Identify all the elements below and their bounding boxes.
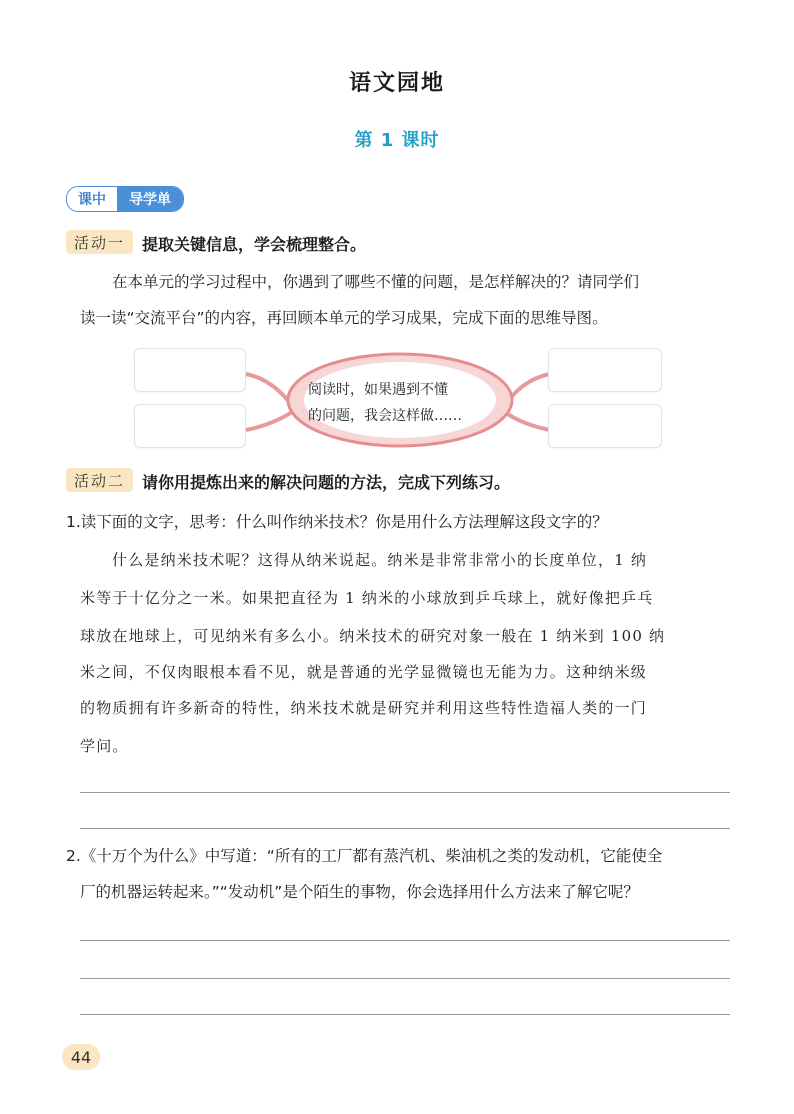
mindmap-blank-left-top[interactable] bbox=[134, 348, 246, 392]
mindmap-blank-left-bottom[interactable] bbox=[134, 404, 246, 448]
page-number: 44 bbox=[62, 1044, 100, 1070]
passage-line-6: 学问。 bbox=[80, 737, 129, 755]
answer-line[interactable] bbox=[80, 940, 730, 941]
passage-line-2: 米等于十亿分之一米。如果把直径为 1 纳米的小球放到乒乓球上，就好像把乒乓 bbox=[80, 589, 654, 607]
section-badge bbox=[66, 186, 184, 212]
activity1-text: 提取关键信息，学会梳理整合。 bbox=[142, 235, 367, 254]
question1-prompt: 1.读下面的文字，思考：什么叫作纳米技术？你是用什么方法理解这段文字的？ bbox=[66, 513, 608, 531]
answer-line[interactable] bbox=[80, 978, 730, 979]
passage-line-4: 米之间，不仅肉眼根本看不见，就是普通的光学显微镜也无能为力。这种纳米级 bbox=[80, 663, 648, 681]
mindmap-blank-right-top[interactable] bbox=[548, 348, 662, 392]
page-title: 语文园地 bbox=[348, 71, 445, 96]
activity1-label: 活动一 bbox=[66, 230, 133, 254]
passage-line-1: 什么是纳米技术呢？这得从纳米说起。纳米是非常非常小的长度单位，1 纳 bbox=[112, 551, 648, 569]
passage-line-5: 的物质拥有许多新奇的特性，纳米技术就是研究并利用这些特性造福人类的一门 bbox=[80, 699, 648, 717]
question2-line-1: 2.《十万个为什么》中写道：“所有的工厂都有蒸汽机、柴油机之类的发动机，它能使全 bbox=[66, 847, 663, 865]
question2-line-2: 厂的机器运转起来。”“发动机”是个陌生的事物，你会选择用什么方法来了解它呢？ bbox=[80, 883, 639, 901]
badge-part1: 课中 bbox=[67, 187, 117, 211]
mindmap-center-line-2: 的问题，我会这样做…… bbox=[308, 408, 462, 424]
answer-line[interactable] bbox=[80, 792, 730, 793]
lesson-subtitle: 第 1 课时 bbox=[354, 130, 440, 151]
activity2-label: 活动二 bbox=[66, 468, 133, 492]
mindmap-center-line-1: 阅读时，如果遇到不懂 bbox=[308, 382, 448, 398]
passage-line-3: 球放在地球上，可见纳米有多么小。纳米技术的研究对象一般在 1 纳米到 100 纳 bbox=[80, 627, 666, 645]
answer-line[interactable] bbox=[80, 828, 730, 829]
activity1-para-line-1: 在本单元的学习过程中，你遇到了哪些不懂的问题，是怎样解决的？请同学们 bbox=[112, 273, 640, 291]
badge-part2: 导学单 bbox=[117, 187, 183, 211]
answer-line[interactable] bbox=[80, 1014, 730, 1015]
activity2-text: 请你用提炼出来的解决问题的方法，完成下列练习。 bbox=[142, 473, 511, 492]
activity1-para-line-2: 读一读“交流平台”的内容，再回顾本单元的学习成果，完成下面的思维导图。 bbox=[80, 309, 608, 327]
mindmap-blank-right-bottom[interactable] bbox=[548, 404, 662, 448]
